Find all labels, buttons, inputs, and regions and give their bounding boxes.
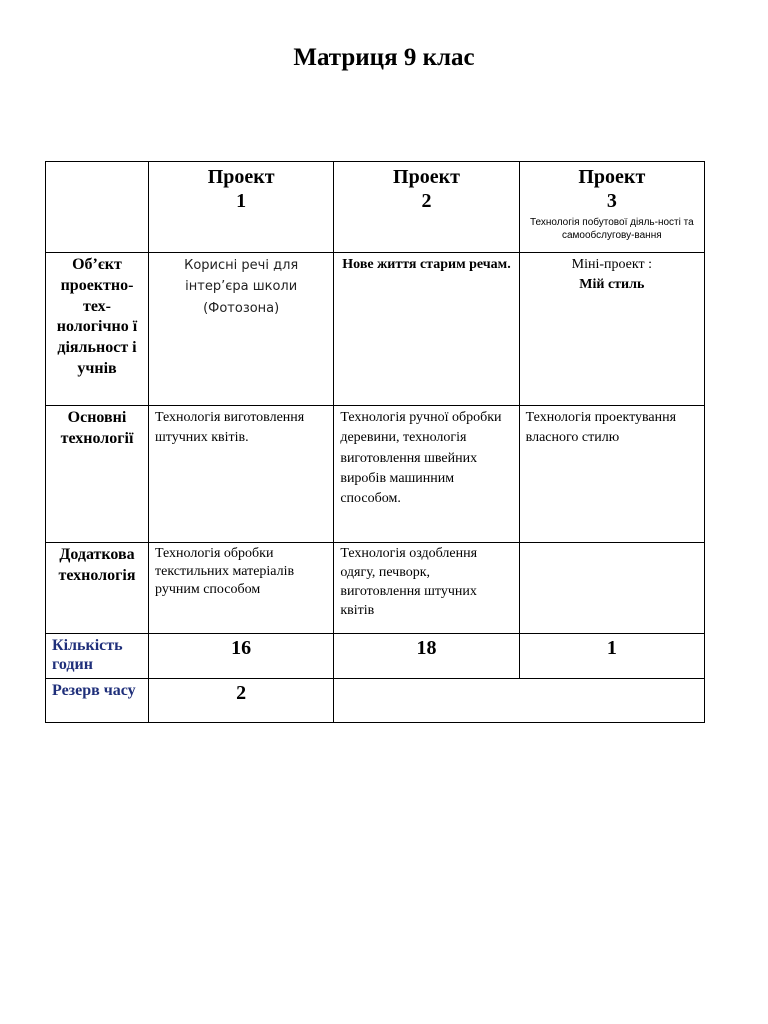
extra-tech-project-3 [519, 543, 704, 634]
empty-corner-cell [46, 162, 149, 253]
project-1-label: Проект [207, 166, 275, 188]
page-title: Матриця 9 клас [293, 44, 475, 71]
row-label-reserve: Резерв часу [46, 679, 149, 723]
hours-project-2: 18 [334, 634, 519, 679]
project-2-number: 2 [421, 190, 432, 212]
extra-tech-project-2: Технологія оздоблення одягу, печворк, виготовлення штучних квітів [334, 543, 519, 634]
hours-project-1: 16 [149, 634, 334, 679]
main-tech-project-1: Технологія виготовлення штучних квітів. [149, 406, 334, 543]
row-label-extra-tech: Додаткова технологія [46, 543, 149, 634]
matrix-table [45, 161, 705, 723]
object-project-1: Корисні речі для інтер’єра школи (Фотозона) [149, 253, 334, 406]
project-1-number: 1 [236, 190, 247, 212]
main-tech-project-2: Технологія ручної обробки деревини, технологія виготовлення швейних виробів машинним способом. [334, 406, 519, 543]
object-project-2: Нове життя старим речам. [334, 253, 519, 406]
project-2-header [334, 162, 519, 253]
table-row-header [46, 162, 705, 253]
table-row-extra-tech [46, 543, 705, 634]
mini-project-label: Міні-проект : [571, 257, 653, 272]
row-label-main-tech: Основні технології [46, 406, 149, 543]
object-project-3 [519, 253, 704, 406]
table-row-object [46, 253, 705, 406]
project-2-label: Проект [393, 166, 460, 188]
project-1-header [149, 162, 334, 253]
row-label-hours: Кількість годин [46, 634, 149, 679]
project-3-subtitle: Технологія побутової діяль-ності та самообслугову-вання [529, 217, 694, 241]
table-row-reserve [46, 679, 705, 723]
reserve-empty-cell [334, 679, 705, 723]
project-3-header [519, 162, 704, 253]
main-tech-project-3: Технологія проектування власного стилю [519, 406, 704, 543]
extra-tech-project-1: Технологія обробки текстильних матеріалів ручним способом [149, 543, 334, 634]
hours-project-3: 1 [519, 634, 704, 679]
row-label-object: Об’єкт проектно-тех-нологічно ї діяльност і учнів [46, 253, 149, 406]
table-row-main-tech [46, 406, 705, 543]
project-3-number: 3 [606, 190, 617, 212]
project-3-label: Проект [578, 166, 646, 188]
table-row-hours [46, 634, 705, 679]
mini-project-title: Мій стиль [579, 277, 645, 293]
reserve-value: 2 [149, 679, 334, 723]
